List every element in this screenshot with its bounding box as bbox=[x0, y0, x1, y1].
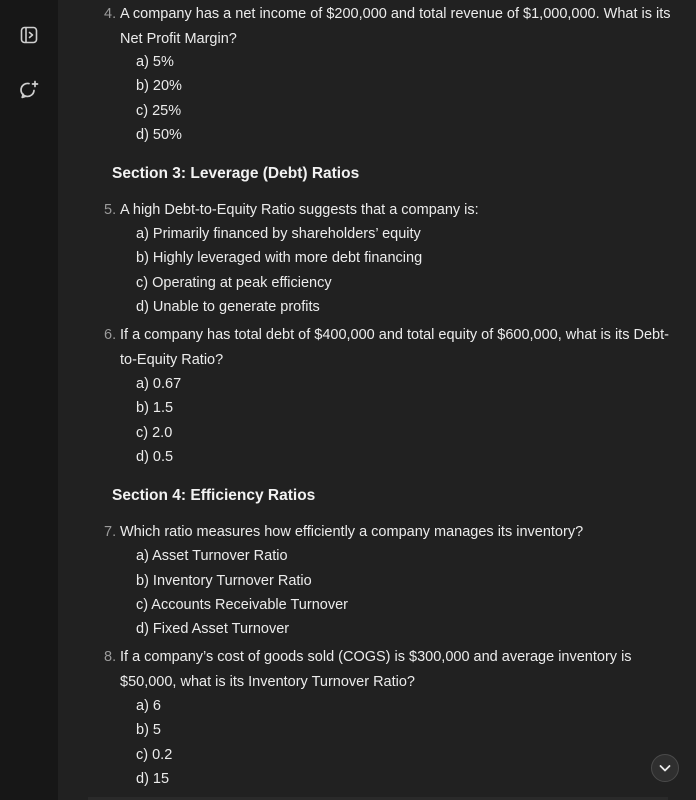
question-text: If a company’s cost of goods sold (COGS) is $300,000 and average inventory is $50,000, what is its Inventory Turnover Ratio? bbox=[120, 649, 632, 690]
question-8 bbox=[104, 645, 676, 694]
scroll-to-bottom-button[interactable] bbox=[651, 754, 679, 782]
section-heading: Section 3: Leverage (Debt) Ratios bbox=[112, 165, 360, 182]
question-text: A company has a net income of $200,000 and total revenue of $1,000,000. What is its Net Profit Margin? bbox=[120, 6, 671, 47]
option: a) 5% bbox=[136, 54, 174, 70]
question-5 bbox=[104, 198, 676, 223]
option: d) 50% bbox=[136, 127, 182, 143]
option: c) Accounts Receivable Turnover bbox=[136, 597, 348, 613]
question-text: A high Debt-to-Equity Ratio suggests that a company is: bbox=[120, 202, 479, 218]
option: c) 25% bbox=[136, 103, 182, 119]
option: c) 0.2 bbox=[136, 747, 173, 763]
question-number: 5. bbox=[104, 202, 117, 218]
new-chat-button[interactable] bbox=[15, 76, 43, 104]
question-number: 7. bbox=[104, 524, 117, 540]
option: b) 1.5 bbox=[136, 400, 174, 416]
section-heading: Section 4: Efficiency Ratios bbox=[112, 487, 316, 504]
sidebar-toggle-button[interactable] bbox=[15, 21, 43, 49]
option: c) 2.0 bbox=[136, 425, 173, 441]
question-number: 4. bbox=[104, 6, 117, 22]
option: c) Operating at peak efficiency bbox=[136, 275, 332, 291]
option: a) 6 bbox=[136, 698, 161, 714]
sidebar bbox=[0, 0, 58, 800]
question-number: 8. bbox=[104, 649, 117, 665]
option: b) Inventory Turnover Ratio bbox=[136, 573, 312, 589]
option: d) 0.5 bbox=[136, 449, 174, 465]
question-text: Which ratio measures how efficiently a company manages its inventory? bbox=[120, 524, 584, 540]
question-6 bbox=[104, 323, 676, 372]
option: b) 5 bbox=[136, 722, 161, 738]
option: b) Highly leveraged with more debt financing bbox=[136, 250, 423, 266]
option: d) Fixed Asset Turnover bbox=[136, 621, 290, 637]
option: b) 20% bbox=[136, 78, 182, 94]
question-text: If a company has total debt of $400,000 and total equity of $600,000, what is its Debt-to-Equity Ratio? bbox=[120, 327, 669, 368]
sidebar-toggle-icon bbox=[19, 25, 39, 45]
option: d) Unable to generate profits bbox=[136, 299, 320, 315]
question-number: 6. bbox=[104, 327, 117, 343]
chat-main bbox=[58, 0, 696, 800]
option: a) Asset Turnover Ratio bbox=[136, 548, 288, 564]
option: a) 0.67 bbox=[136, 376, 182, 392]
option: a) Primarily financed by shareholders’ equity bbox=[136, 226, 421, 242]
chevron-down-icon bbox=[658, 761, 672, 775]
new-chat-icon bbox=[18, 79, 40, 101]
option: d) 15 bbox=[136, 771, 170, 787]
question-4 bbox=[104, 2, 676, 51]
question-7 bbox=[104, 520, 676, 545]
